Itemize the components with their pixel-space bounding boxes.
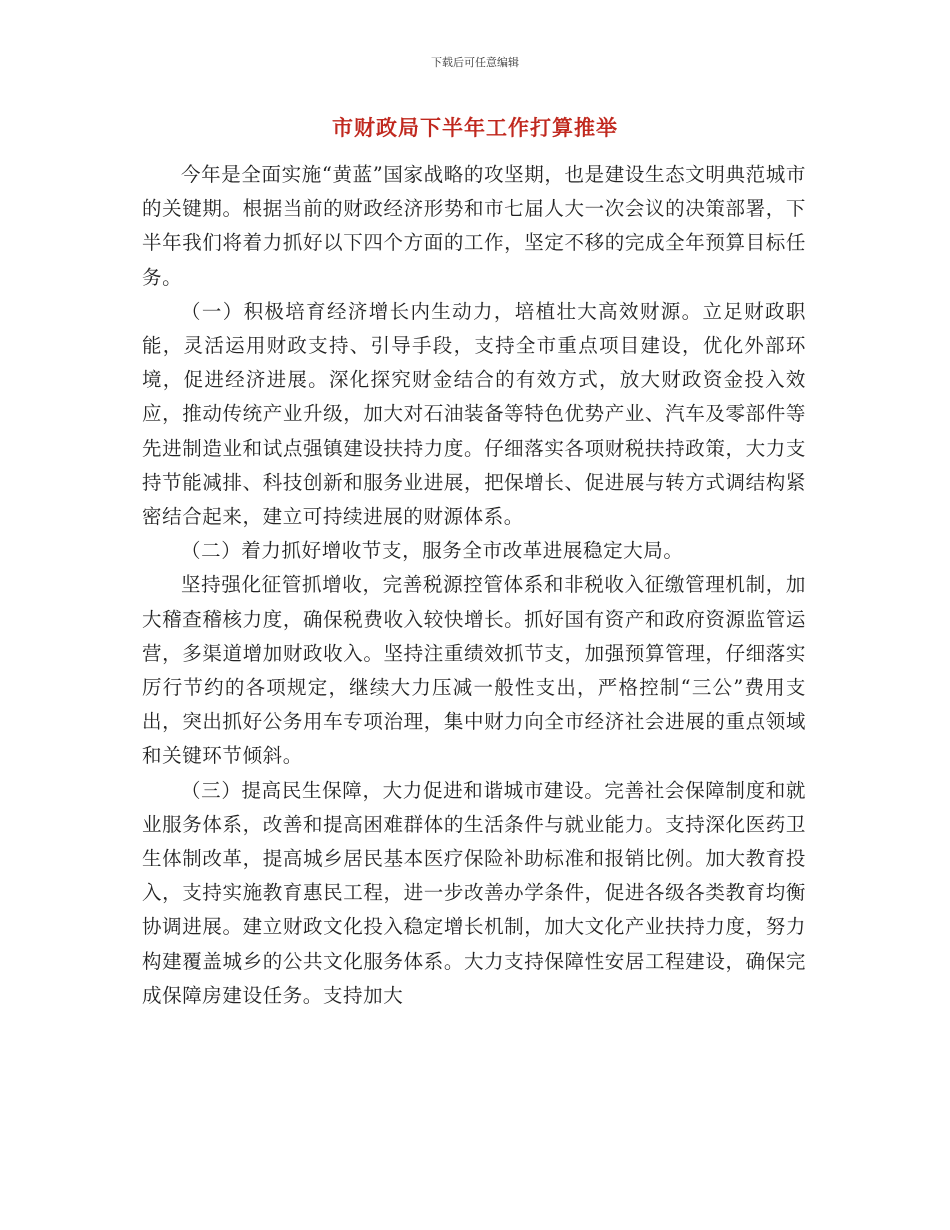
paragraph-section-2-body: 坚持强化征管抓增收，完善税源控管体系和非税收入征缴管理机制，加大稽查稽核力度，确保税费收入较快增长。抓好国有资产和政府资源监管运营，多渠道增加财政收入。坚持注重绩效抓节支，加强预算管理，仔细落实厉行节约的各项规定，继续大力压减一般性支出，严格控制“三公”费用支出，突出抓好公务用车专项治理，集中财力向全市经济社会进展的重点领域和关键环节倾斜。 — [142, 573, 806, 768]
paragraph-section-3: （三）提高民生保障，大力促进和谐城市建设。完善社会保障制度和就业服务体系，改善和提高困难群体的生活条件与就业能力。支持深化医药卫生体制改革，提高城乡居民基本医疗保险补助标准和报销比例。加大教育投入，支持实施教育惠民工程，进一步改善办学条件，促进各级各类教育均衡协调进展。建立财政文化投入稳定增长机制，加大文化产业扶持力度，努力构建覆盖城乡的公共文化服务体系。大力支持保障性安居工程建设，确保完成保障房建设任务。支持加大 — [142, 778, 806, 1007]
paragraph-intro: 今年是全面实施“黄蓝”国家战略的攻坚期，也是建设生态文明典范城市的关键期。根据当前的财政经济形势和市七届人大一次会议的决策部署，下半年我们将着力抓好以下四个方面的工作，坚定不移的完成全年预算目标任务。 — [142, 163, 806, 289]
paragraph-section-2-heading: （二）着力抓好增收节支，服务全市改革进展稳定大局。 — [181, 539, 684, 563]
paragraph-section-1: （一）积极培育经济增长内生动力，培植壮大高效财源。立足财政职能，灵活运用财政支持、引导手段，支持全市重点项目建设，优化外部环境，促进经济进展。深化探究财金结合的有效方式，放大财政资金投入效应，推动传统产业升级，加大对石油装备等特色优势产业、汽车及零部件等先进制造业和试点强镇建设扶持力度。仔细落实各项财税扶持政策，大力支持节能减排、科技创新和服务业进展，把保增长、促进展与转方式调结构紧密结合起来，建立可持续进展的财源体系。 — [142, 299, 806, 529]
header-note: 下载后可任意编辑 — [431, 56, 519, 69]
document-body — [142, 158, 806, 1013]
document-title: 市财政局下半年工作打算推举 — [332, 115, 618, 140]
